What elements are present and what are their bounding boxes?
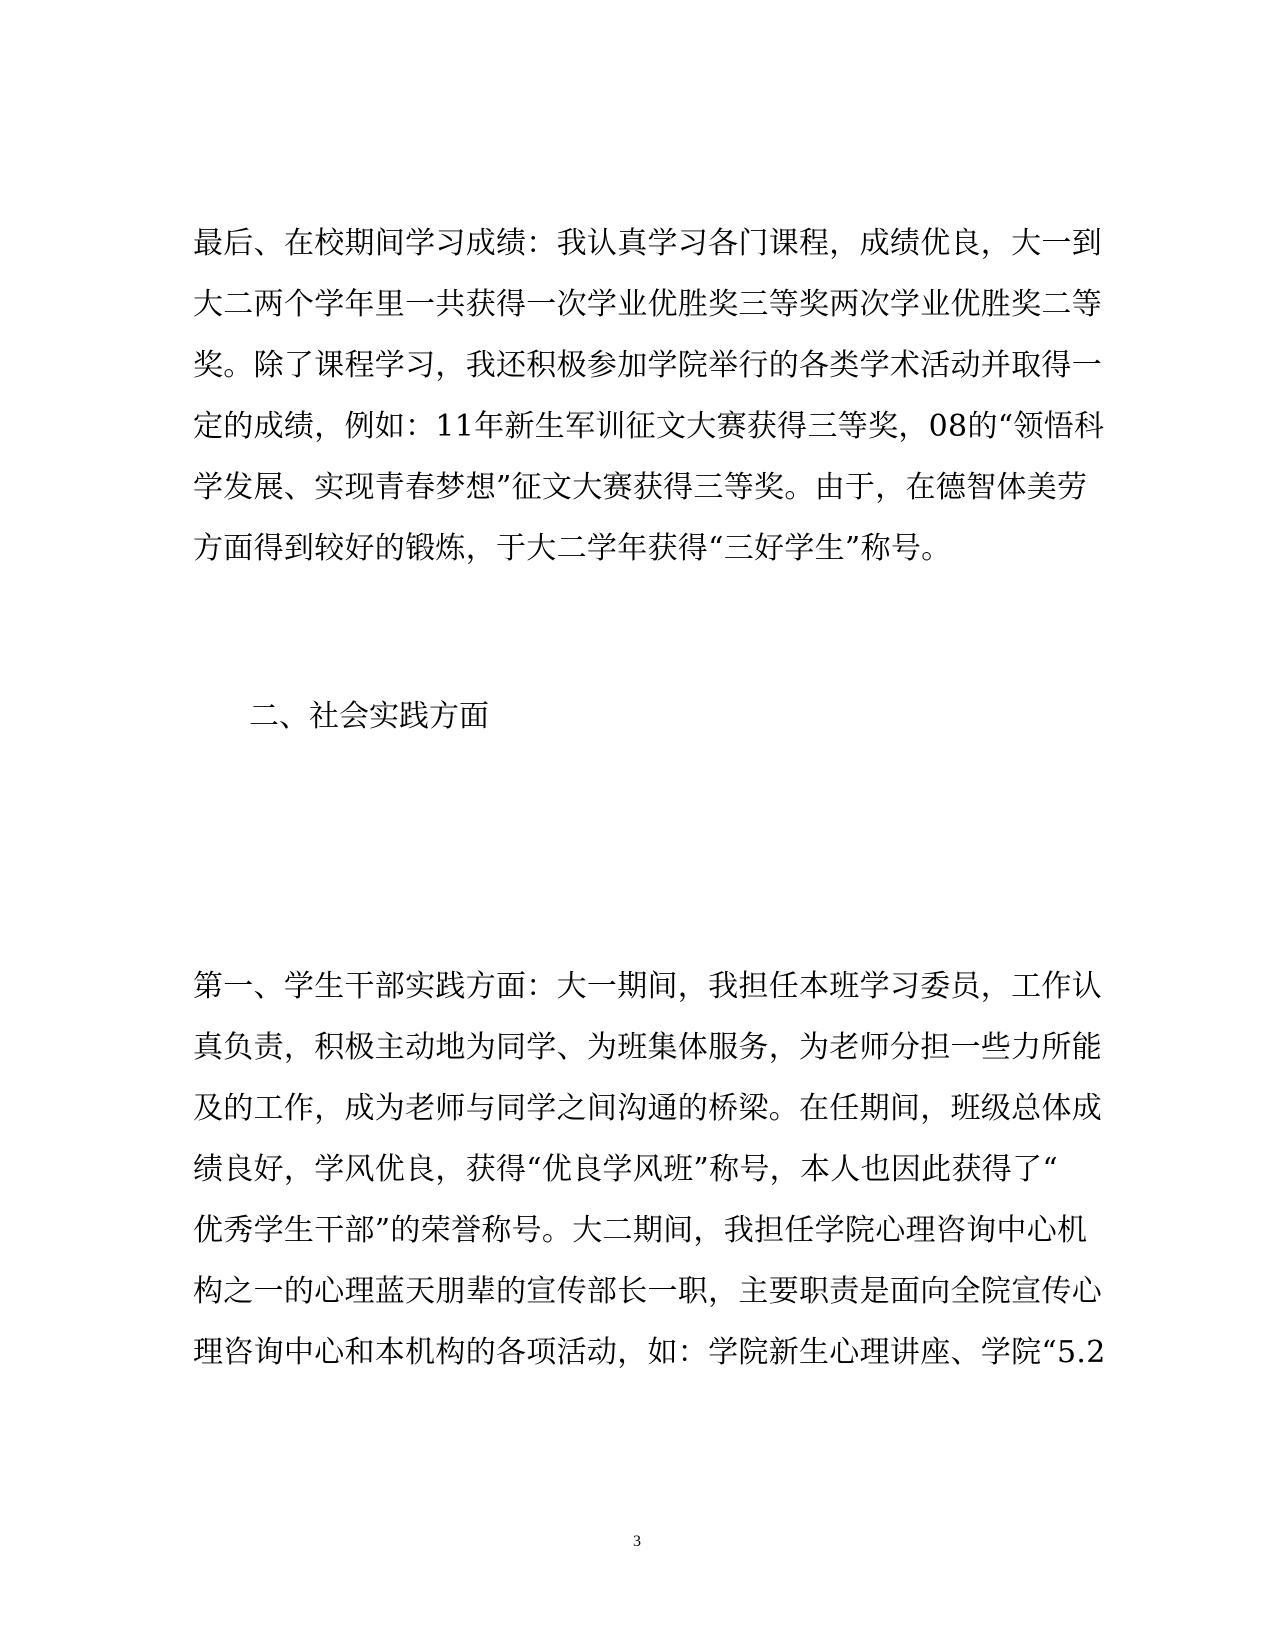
text-line: 第一、学生干部实践方面：大一期间，我担任本班学习委员，工作认 bbox=[193, 969, 1102, 1004]
text-line: 学发展、实现青春梦想”征文大赛获得三等奖。由于，在德智体美劳 bbox=[193, 470, 1088, 505]
text-line: 最后、在校期间学习成绩：我认真学习各门课程，成绩优良，大一到 bbox=[193, 226, 1102, 261]
text-line: 定的成绩，例如：11年新生军训征文大赛获得三等奖，08的“领悟科 bbox=[193, 409, 1105, 444]
text-line: 真负责，积极主动地为同学、为班集体服务，为老师分担一些力所能 bbox=[193, 1030, 1102, 1065]
text-line: 理咨询中心和本机构的各项活动，如：学院新生心理讲座、学院“5.2 bbox=[193, 1335, 1106, 1370]
section-heading: 二、社会实践方面 bbox=[249, 699, 489, 734]
page-number: 3 bbox=[633, 1533, 641, 1550]
text-line: 构之一的心理蓝天朋辈的宣传部长一职，主要职责是面向全院宣传心 bbox=[193, 1274, 1102, 1309]
text-line: 及的工作，成为老师与同学之间沟通的桥梁。在任期间，班级总体成 bbox=[193, 1091, 1102, 1126]
text-line: 方面得到较好的锻炼，于大二学年获得“三好学生”称号。 bbox=[193, 531, 952, 566]
text-line: 奖。除了课程学习，我还积极参加学院举行的各类学术活动并取得一 bbox=[193, 348, 1102, 383]
text-line: 绩良好，学风优良，获得“优良学风班”称号，本人也因此获得了“ bbox=[193, 1152, 1059, 1187]
text-line: 大二两个学年里一共获得一次学业优胜奖三等奖两次学业优胜奖二等 bbox=[193, 287, 1102, 322]
text-line: 优秀学生干部”的荣誉称号。大二期间，我担任学院心理咨询中心机 bbox=[193, 1213, 1088, 1248]
